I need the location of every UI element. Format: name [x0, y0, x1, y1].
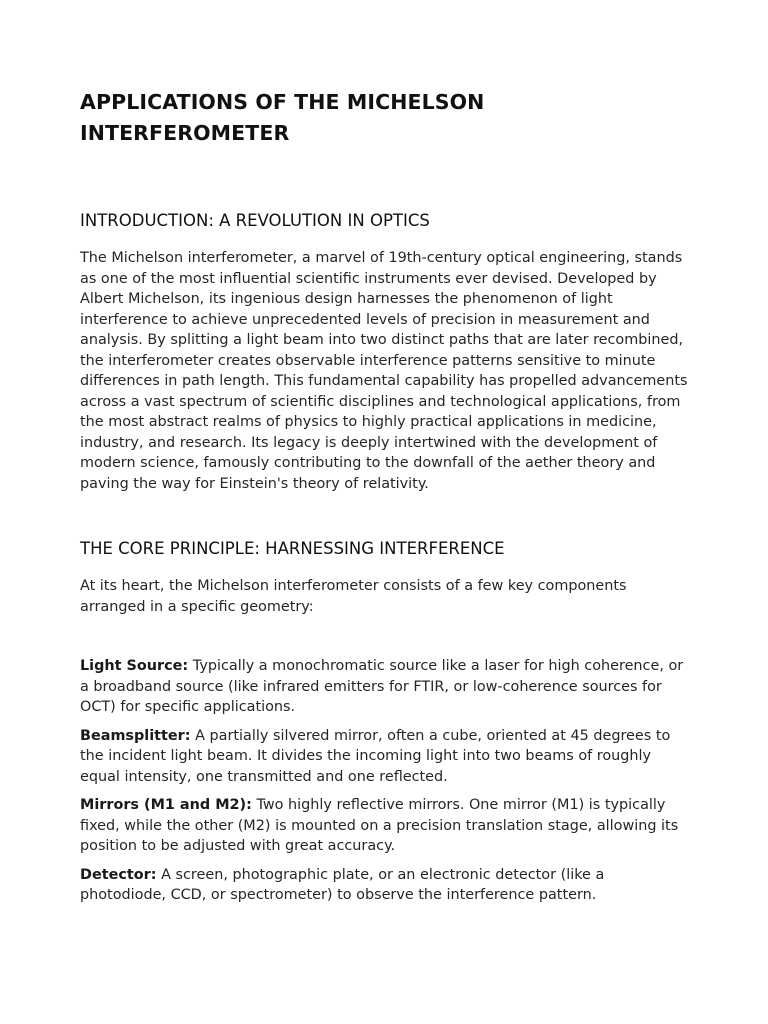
component-item-light-source — [80, 656, 688, 718]
component-description: A screen, photographic plate, or an electronic detector (like a photodiode, CCD, or spectrometer) to observe the interference pattern. — [80, 866, 605, 903]
section-heading-introduction: INTRODUCTION: A REVOLUTION IN OPTICS — [80, 211, 430, 230]
component-item-mirrors — [80, 795, 688, 857]
component-item-beamsplitter — [80, 726, 688, 788]
component-list — [80, 656, 688, 906]
component-description: A partially silvered mirror, often a cube, oriented at 45 degrees to the incident light beam. It divides the incoming light into two beams of roughly equal intensity, one transmitted and one reflected. — [80, 727, 671, 785]
component-description: Typically a monochromatic source like a laser for high coherence, or a broadband source (like infrared emitters for FTIR, or low-coherence sources for OCT) for specific applications. — [80, 658, 684, 715]
component-term: Detector: — [80, 866, 157, 883]
section-heading-core-principle: THE CORE PRINCIPLE: HARNESSING INTERFERENCE — [80, 539, 505, 558]
component-term: Mirrors (M1 and M2): — [80, 797, 252, 813]
component-description: Two highly reflective mirrors. One mirror (M1) is typically fixed, while the other (M2) is mounted on a precision translation stage, allowing its position to be adjusted with great accuracy. — [80, 797, 679, 854]
core-principle-paragraph: At its heart, the Michelson interferometer consists of a few key components arranged in a specific geometry: — [80, 578, 627, 615]
component-term: Beamsplitter: — [80, 727, 191, 744]
introduction-paragraph: The Michelson interferometer, a marvel of 19th-century optical engineering, stands as one of the most influential scientific instruments ever devised. Developed by Albert Michelson, its ingenious design harnesses the phenomenon of light interference to achieve unprecedented levels of precision in measurement and analysis. By splitting a light beam into two distinct paths that are later recombined, the interferometer creates observable interference patterns sensitive to minute differences in path length. This fundamental capability has propelled advancements across a vast spectrum of scientific disciplines and technological applications, from the most abstract realms of physics to highly practical applications in medicine, industry, and research. Its legacy is deeply intertwined with the development of modern science, famously contributing to the downfall of the aether theory and paving the way for Einstein's theory of relativity. — [80, 250, 688, 492]
document-title: APPLICATIONS OF THE MICHELSON INTERFEROMETER — [80, 90, 485, 145]
component-item-detector — [80, 865, 688, 906]
component-term: Light Source: — [80, 658, 189, 674]
